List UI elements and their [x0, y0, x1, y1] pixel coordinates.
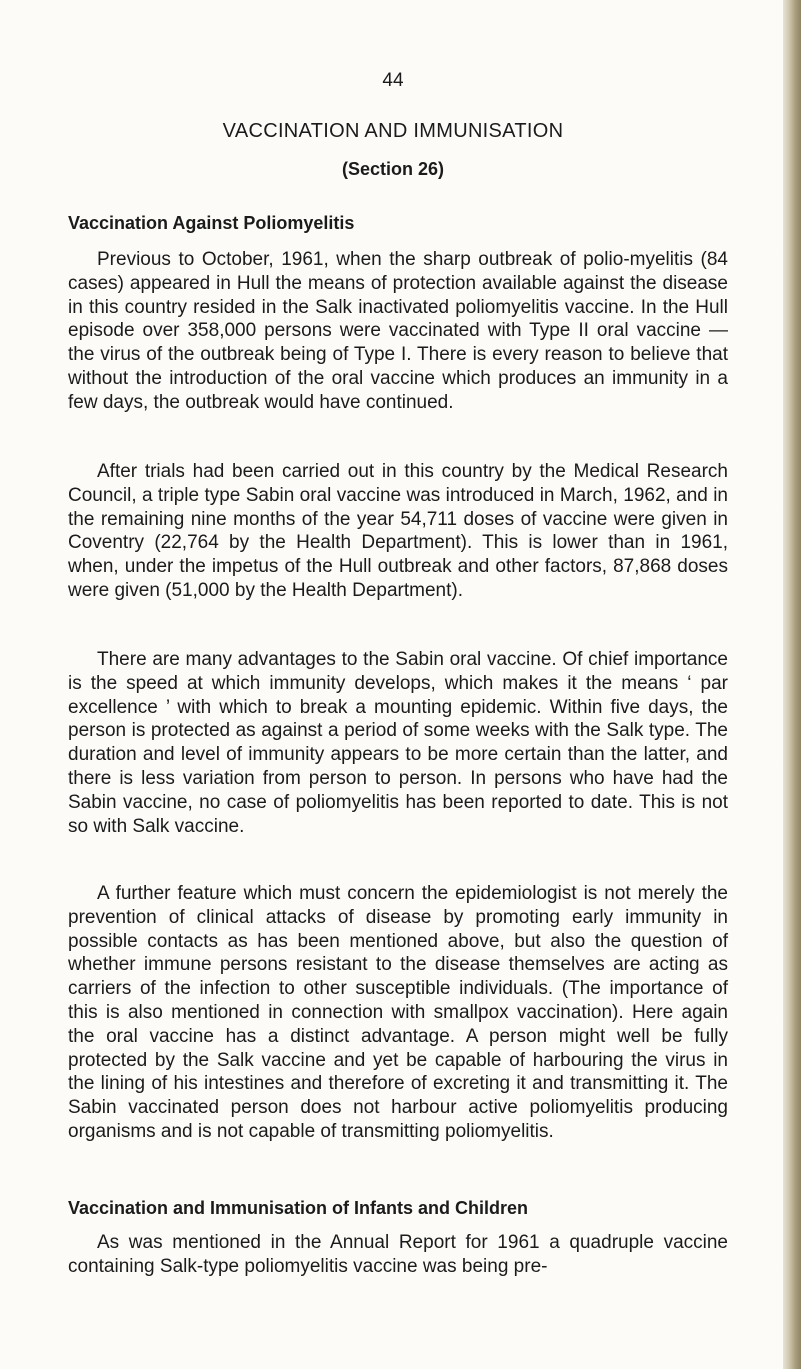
paragraph: Previous to October, 1961, when the sharp outbreak of polio-myelitis (84 cases) appeared in Hull the means of protection available against the disease in this country resided in the Salk inactivated poliomyelitis vaccine. In the Hull episode over 358,000 persons were vaccinated with Type II oral vaccine — the virus of the outbreak being of Type I. There is every reason to believe that without the introduction of the oral vaccine which produces an immunity in a few days, the outbreak would have continued. [68, 249, 728, 413]
paragraph: After trials had been carried out in this country by the Medical Research Council, a triple type Sabin oral vaccine was introduced in March, 1962, and in the remaining nine months of the year 54,711 doses of vaccine were given in Coventry (22,764 by the Health Department). This is lower than in 1961, when, under the impetus of the Hull outbreak and other factors, 87,868 doses were given (51,000 by the Health Department). [68, 461, 728, 601]
page-title: VACCINATION AND IMMUNISATION [222, 120, 564, 142]
paragraph: As was mentioned in the Annual Report for 1961 a quadruple vaccine containing Salk-type poliomyelitis vaccine was being pre- [68, 1232, 728, 1277]
section-heading-poliomyelitis: Vaccination Against Poliomyelitis [68, 213, 355, 233]
paragraph: There are many advantages to the Sabin oral vaccine. Of chief importance is the speed at which immunity develops, which makes it the means ‘ par excellence ’ with which to break a mounting epidemic. Within five days, the person is protected as against a period of some weeks with the Salk type. The duration and level of immunity appears to be more certain than the latter, and there is less variation from person to person. In persons who have had the Sabin vaccine, no case of poliomyelitis has been reported to date. This is not so with Salk vaccine. [68, 649, 728, 837]
page-edge-shadow [783, 0, 801, 1369]
paragraph: A further feature which must concern the epidemiologist is not merely the prevention of clinical attacks of disease by promoting early immunity in possible contacts as has been mentioned above, but also the question of whether immune persons resistant to the disease themselves are acting as carriers of the infection to other susceptible individuals. (The importance of this is also mentioned in connection with smallpox vaccination). Here again the oral vaccine has a distinct advantage. A person might well be fully protected by the Salk vaccine and yet be capable of harbouring the virus in the lining of his intestines and therefore of excreting it and transmitting it. The Sabin vaccinated person does not harbour active poliomyelitis producing organisms and is not capable of transmitting poliomyelitis. [68, 883, 728, 1142]
page-number: 44 [382, 70, 404, 91]
section-heading-infants-children: Vaccination and Immunisation of Infants and Children [68, 1198, 529, 1218]
section-reference: (Section 26) [341, 159, 445, 179]
